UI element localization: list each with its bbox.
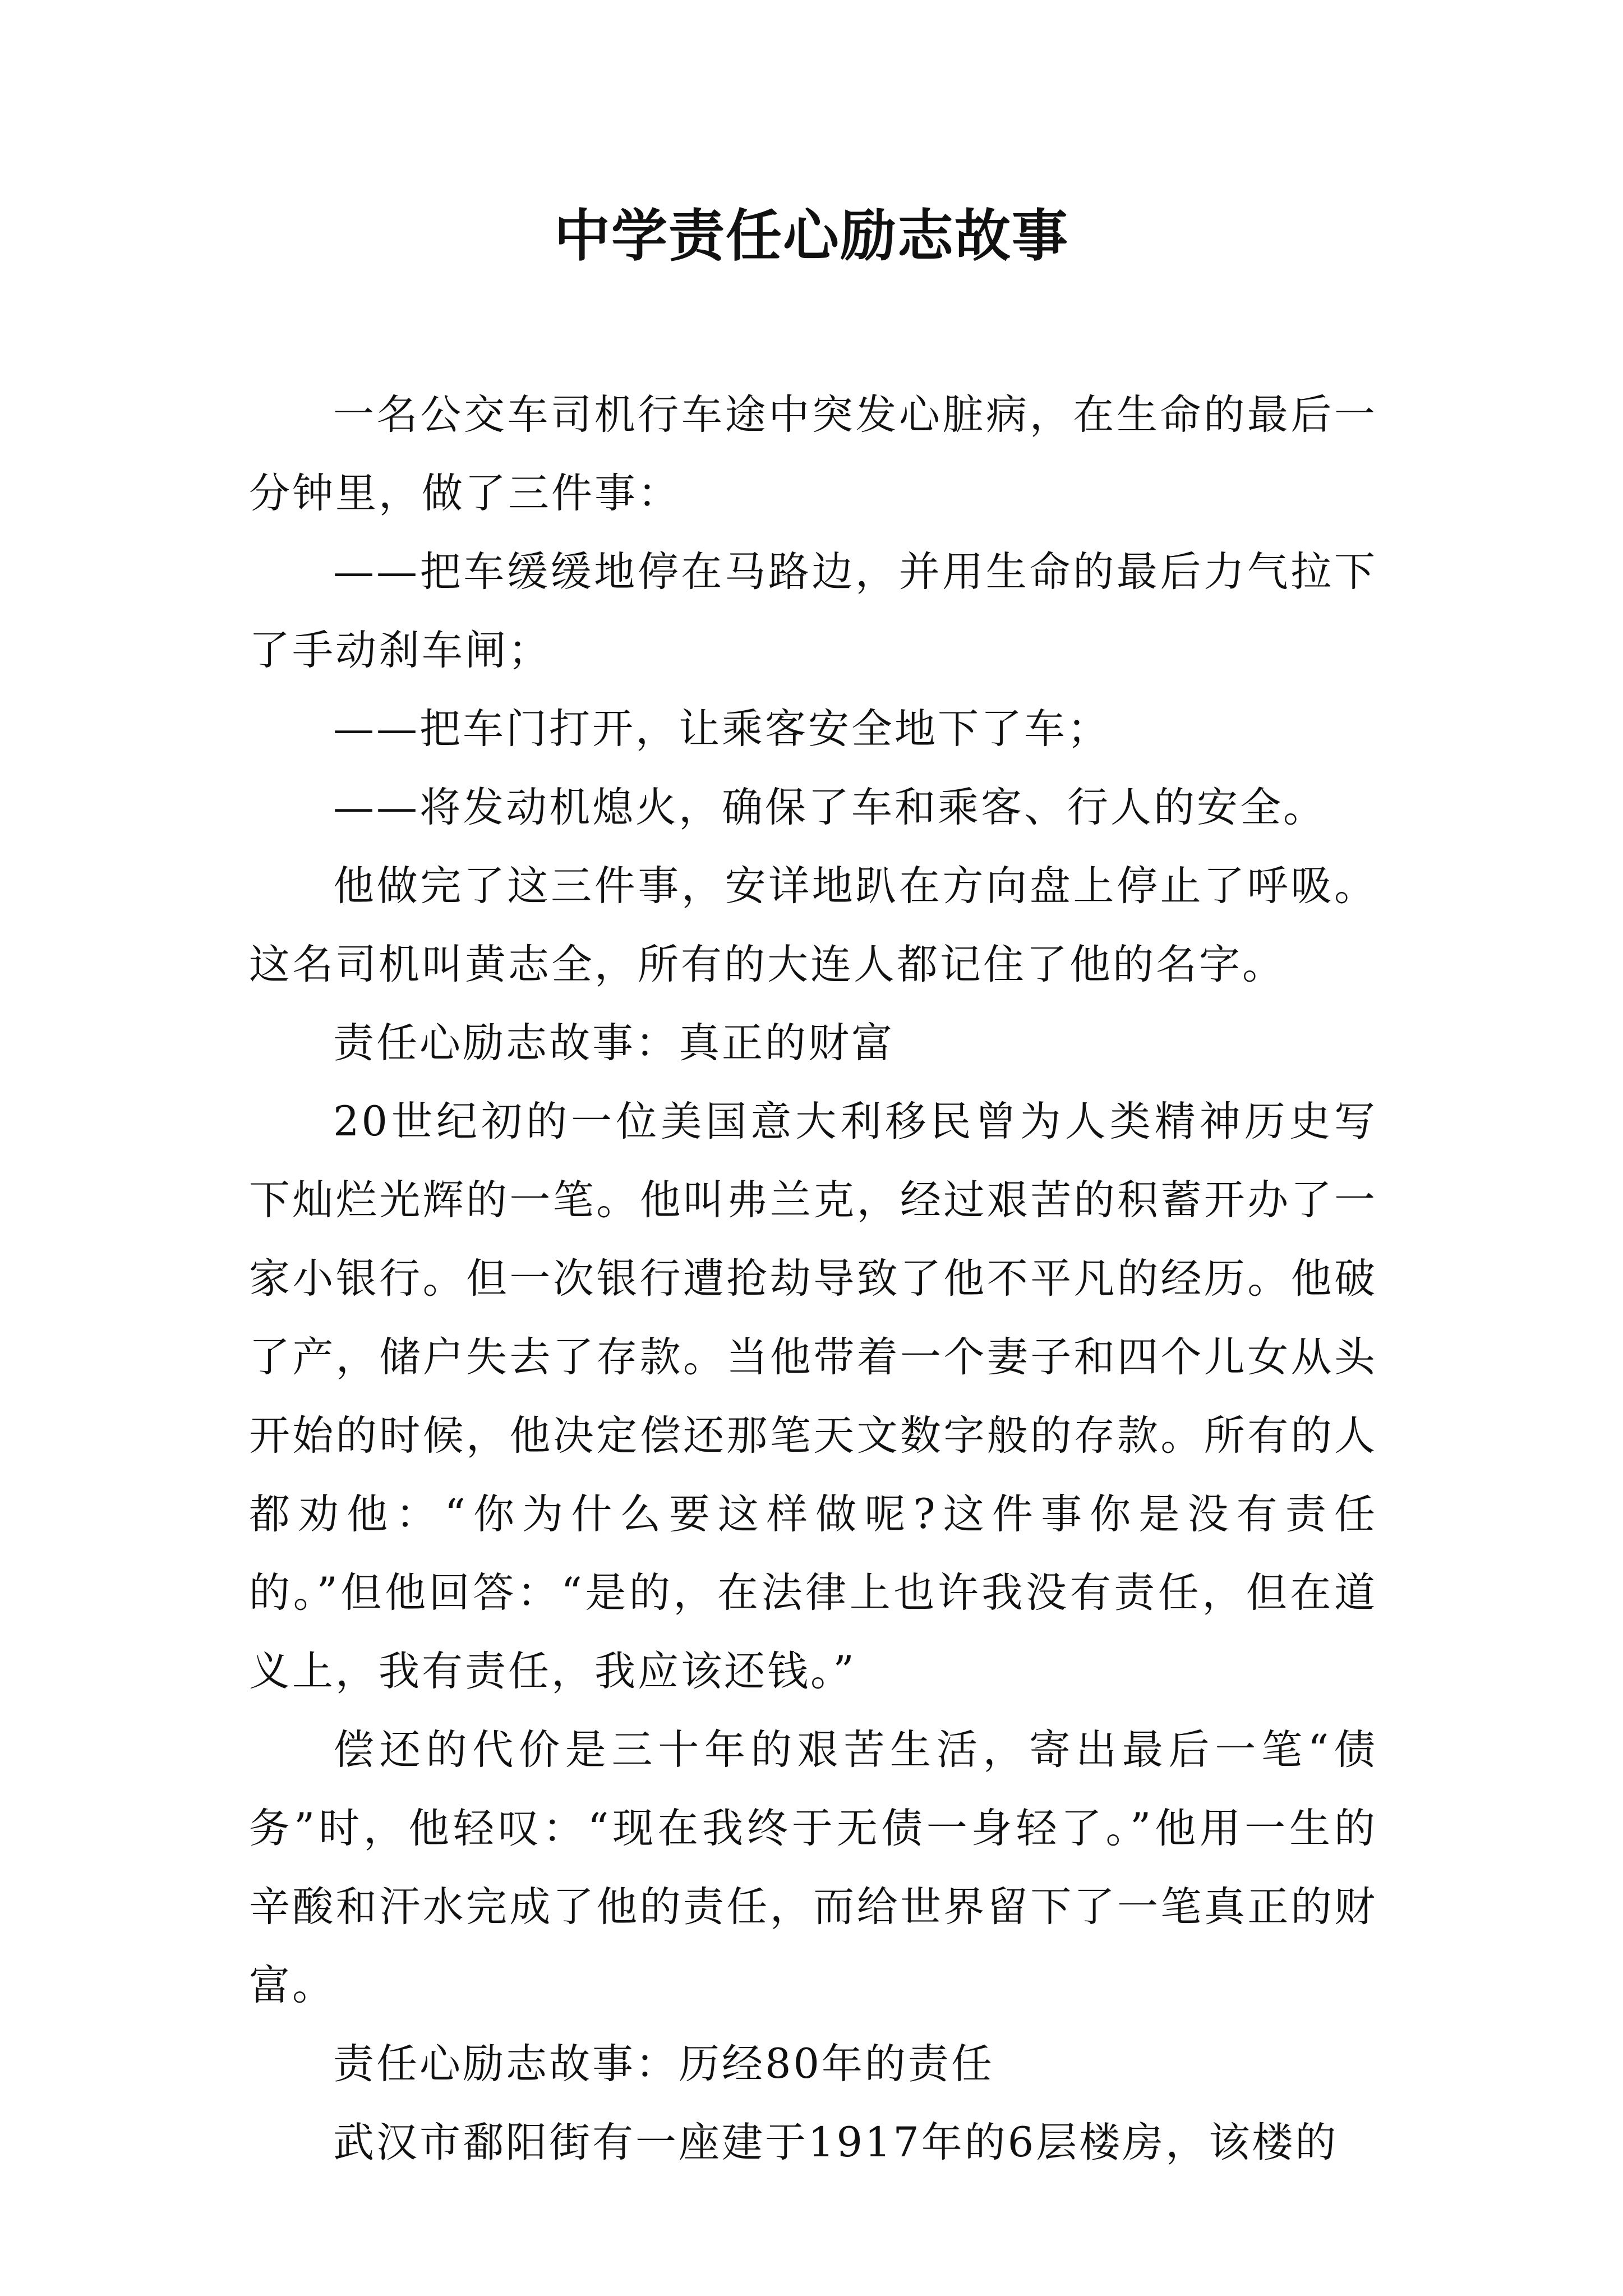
document-title: 中学责任心励志故事 bbox=[554, 203, 1069, 269]
paragraph-frank-story: 20世纪初的一位美国意大利移民曾为人类精神历史写下灿烂光辉的一笔。他叫弗兰克，经过艰苦的积蓄开办了一家小银行。但一次银行遭抢劫导致了他不平凡的经历。他破了产，储户失去了存款。当他带着一个妻子和四个儿女从头开始的时候，他决定偿还那笔天文数字般的存款。所有的人都劝他：“你为什么要这样做呢?这件事你是没有责任的。”但他回答：“是的，在法律上也许我没有责任，但在道义上，我有责任，我应该还钱。” bbox=[249, 1098, 1377, 1695]
paragraph-conclusion: 他做完了这三件事，安详地趴在方向盘上停止了呼吸。这名司机叫黄志全，所有的大连人都记住了他的名字。 bbox=[249, 862, 1377, 988]
paragraph-frank-ending: 偿还的代价是三十年的艰苦生活，寄出最后一笔“债务”时，他轻叹：“现在我终于无债一身轻了。”他用一生的辛酸和汗水完成了他的责任，而给世界留下了一笔真正的财富。 bbox=[249, 1726, 1377, 2009]
section-heading-80-years: 责任心励志故事：历经80年的责任 bbox=[333, 2040, 994, 2088]
section-heading-true-wealth: 责任心励志故事：真正的财富 bbox=[333, 1019, 895, 1067]
paragraph-action-1: ——把车缓缓地停在马路边，并用生命的最后力气拉下了手动刹车闸； bbox=[249, 548, 1377, 674]
paragraph-wuhan-building: 武汉市鄱阳街有一座建于1917年的6层楼房，该楼的 bbox=[333, 2119, 1339, 2166]
paragraph-intro: 一名公交车司机行车途中突发心脏病，在生命的最后一分钟里，做了三件事： bbox=[249, 391, 1377, 517]
paragraph-action-3: ——将发动机熄火，确保了车和乘客、行人的安全。 bbox=[333, 784, 1326, 831]
paragraph-action-2: ——把车门打开，让乘客安全地下了车； bbox=[333, 705, 1110, 753]
document-body bbox=[249, 376, 1377, 2182]
